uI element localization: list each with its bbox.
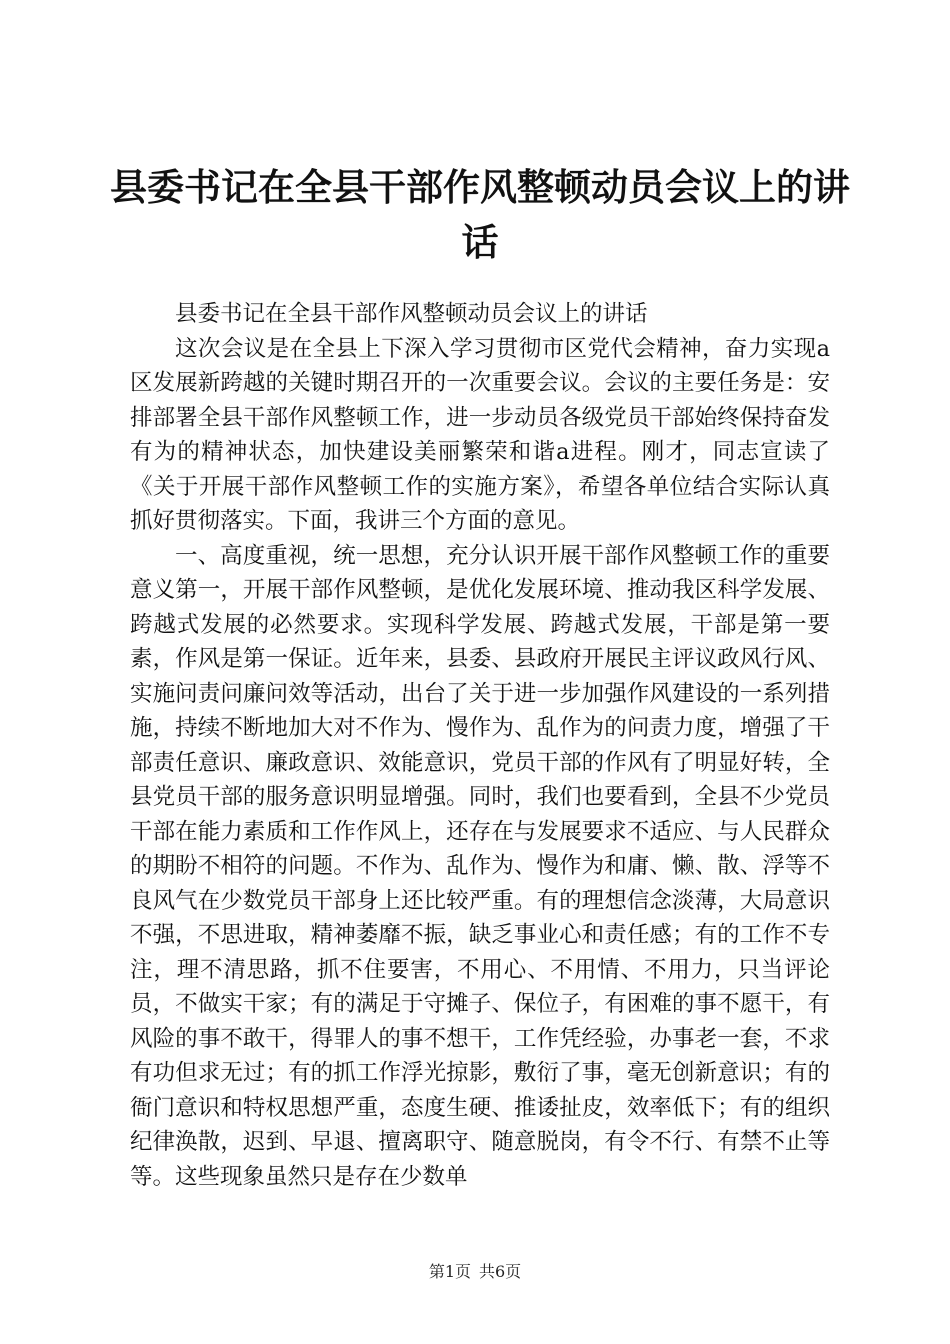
document-title: 县委书记在全县干部作风整顿动员会议上的讲话 [110,166,850,264]
page-number: 第1页 [428,1262,471,1281]
paragraph-section-one: 一、高度重视，统一思想，充分认识开展干部作风整顿工作的重要意义第一，开展干部作风整顿，是优化发展环境、推动我区科学发展、跨越式发展的必然要求。实现科学发展、跨越式发展，干部是第一要素，作风是第一保证。近年来，县委、县政府开展民主评议政风行风、实施问责问廉问效等活动，出台了关于进一步加强作风建设的一系列措施，持续不断地加大对不作为、慢作为、乱作为的问责力度，增强了干部责任意识、廉政意识、效能意识，党员干部的作风有了明显好转，全县党员干部的服务意识明显增强。同时，我们也要看到，全县不少党员干部在能力素质和工作作风上，还存在与发展要求不适应、与人民群众的期盼不相符的问题。不作为、乱作为、慢作为和庸、懒、散、浮等不良风气在少数党员干部身上还比较严重。有的理想信念淡薄，大局意识不强，不思进取，精神萎靡不振，缺乏事业心和责任感；有的工作不专注，理不清思路，抓不住要害，不用心、不用情、不用力，只当评论员，不做实干家；有的满足于守摊子、保位子，有困难的事不愿干，有风险的事不敢干，得罪人的事不想干，工作凭经验，办事老一套，不求有功但求无过；有的抓工作浮光掠影，敷衍了事，毫无创新意识；有的衙门意识和特权思想严重，态度生硬、推诿扯皮，效率低下；有的组织纪律涣散，迟到、早退、擅离职守、随意脱岗，有令不行、有禁不止等等。这些现象虽然只是存在少数单 [130,542,830,1190]
document-body [130,297,830,1194]
page-footer [0,1262,950,1282]
paragraph-intro: 这次会议是在全县上下深入学习贯彻市区党代会精神，奋力实现a区发展新跨越的关键时期召开的一次重要会议。会议的主要任务是：安排部署全县干部作风整顿工作，进一步动员各级党员干部始终保持奋发有为的精神状态，加快建设美丽繁荣和谐a进程。刚才，同志宣读了《关于开展干部作风整顿工作的实施方案》，希望各单位结合实际认真抓好贯彻落实。下面，我讲三个方面的意见。 [130,335,830,534]
document-subtitle: 县委书记在全县干部作风整顿动员会议上的讲话 [175,301,648,327]
page-total: 共6页 [479,1262,522,1281]
